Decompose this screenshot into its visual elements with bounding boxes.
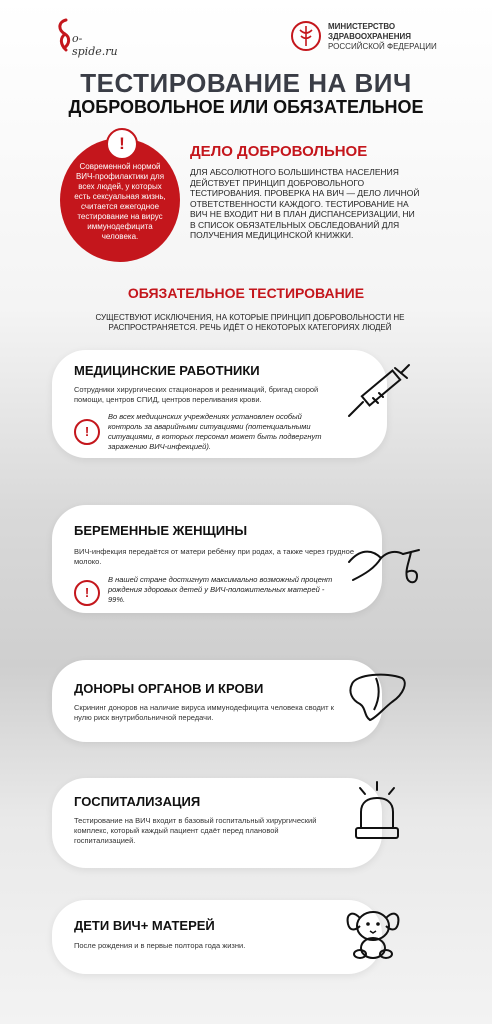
- ministry-logo: [290, 20, 470, 60]
- card-note: В нашей стране достигнут максимально возможный процент рождения здоровых детей у ВИЧ-положительных матерей - 99%.: [108, 575, 333, 604]
- mandatory-title: ОБЯЗАТЕЛЬНОЕ ТЕСТИРОВАНИЕ: [127, 285, 365, 301]
- ministry-line-3: РОССИЙСКОЙ ФЕДЕРАЦИИ: [328, 42, 437, 51]
- ministry-emblem-icon: [290, 20, 322, 52]
- exclamation-icon: !: [74, 419, 100, 445]
- card-medical-workers: [52, 350, 387, 458]
- card-title: БЕРЕМЕННЫЕ ЖЕНЩИНЫ: [74, 523, 248, 538]
- card-title: МЕДИЦИНСКИЕ РАБОТНИКИ: [74, 363, 260, 378]
- site-logo[interactable]: [50, 18, 120, 58]
- page-subtitle: ДОБРОВОЛЬНОЕ ИЛИ ОБЯЗАТЕЛЬНОЕ: [68, 97, 424, 117]
- annual-testing-text: Современной нормой ВИЧ-профилактики для всех людей, у которых есть сексуальная жизнь, считается ежегодное тестирование на вирус иммунодефицита человека.: [74, 162, 166, 241]
- card-description: ВИЧ-инфекция передаётся от матери ребёнку при родах, а также через грудное молоко.: [74, 547, 355, 566]
- voluntary-title: ДЕЛО ДОБРОВОЛЬНОЕ: [190, 143, 368, 160]
- card-title: ГОСПИТАЛИЗАЦИЯ: [74, 794, 201, 809]
- mandatory-intro: СУЩЕСТВУЮТ ИСКЛЮЧЕНИЯ, НА КОТОРЫЕ ПРИНЦИП ДОБРОВОЛЬНОСТИ НЕ РАСПРОСТРАНЯЕТСЯ. РЕЧЬ ИДЁТ О НЕКОТОРЫХ КАТЕГОРИЯХ ЛЮДЕЙ: [95, 313, 405, 332]
- page-title: ТЕСТИРОВАНИЕ НА ВИЧ: [80, 68, 412, 98]
- card-description: После рождения и в первые полтора года жизни.: [74, 941, 246, 950]
- syringe-icon: [345, 360, 415, 420]
- card-description: Скрининг доноров на наличие вируса иммунодефицита человека сводит к нулю риск внутрибольничной передачи.: [74, 703, 334, 722]
- liver-icon: [346, 670, 410, 724]
- ministry-line-2: ЗДРАВООХРАНЕНИЯ: [328, 32, 411, 41]
- card-donors: [52, 660, 382, 742]
- site-name: o-spide.ru: [72, 32, 118, 58]
- exclamation-icon: !: [74, 580, 100, 606]
- ministry-line-1: МИНИСТЕРСТВО: [328, 22, 396, 31]
- bunny-toy-icon: [338, 900, 408, 962]
- card-description: Сотрудники хирургических стационаров и реанимаций, бригад скорой помощи, центров СПИД, центров переливания крови.: [74, 385, 319, 404]
- annual-testing-circle: [60, 134, 180, 262]
- card-pregnant-women: [52, 505, 382, 613]
- card-children: [52, 900, 382, 974]
- card-title: ДЕТИ ВИЧ+ МАТЕРЕЙ: [74, 918, 215, 933]
- exclamation-icon: !: [106, 128, 138, 160]
- card-description: Тестирование на ВИЧ входит в базовый госпитальный хирургический комплекс, который каждый пациент сдаёт перед плановой госпитализацией.: [74, 816, 317, 845]
- alarm-light-icon: [348, 780, 406, 844]
- card-note: Во всех медицинских учреждениях установлен особый контроль за аварийными ситуациями (потенциальными ситуациями, в которых персонал может быть подвергнут заражению ВИЧ-инфекцией).: [108, 412, 322, 451]
- stork-icon: [345, 540, 423, 586]
- card-title: ДОНОРЫ ОРГАНОВ И КРОВИ: [74, 681, 264, 696]
- card-hospitalization: [52, 778, 382, 868]
- voluntary-text: ДЛЯ АБСОЛЮТНОГО БОЛЬШИНСТВА НАСЕЛЕНИЯ ДЕЙСТВУЕТ ПРИНЦИП ДОБРОВОЛЬНОГО ТЕСТИРОВАНИЯ. ПРОВЕРКА НА ВИЧ — ДЕЛО ЛИЧНОЙ ОТВЕТСТВЕННОСТИ КАЖДОГО. ТЕСТИРОВАНИЕ НА ВИЧ НЕ ВХОДИТ НИ В ПЛАН ДИСПАНСЕРИЗАЦИИ, НИ В СПИСОК ОБЯЗАТЕЛЬНЫХ ОБСЛЕДОВАНИЙ ДЛЯ ПОЛУЧЕНИЯ МЕДИЦИНСКОЙ КНИЖКИ.: [190, 167, 420, 240]
